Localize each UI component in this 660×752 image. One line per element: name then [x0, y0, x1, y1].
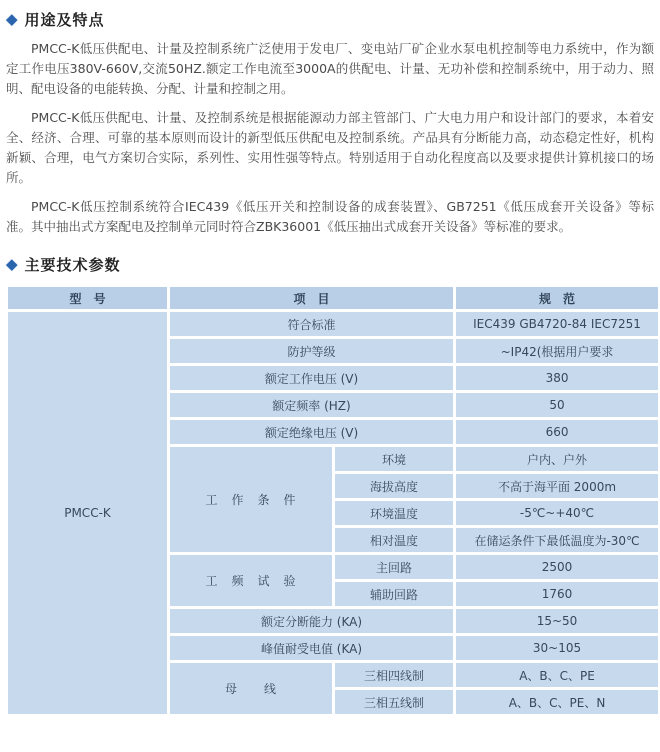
paragraph-usage: PMCC-K低压供配电、计量及控制系统广泛使用于发电厂、变电站厂矿企业水泵电机控制等电力系统中，作为额定工作电压380V-660V,交流50HZ.额定工作电流至3000A的供配电、计量、无功补偿和控制系统中，用于动力、照明、配电设备的电能转换、分配、计量和控制之用。	[6, 41, 654, 96]
spec-cell: 660	[455, 419, 660, 446]
diamond-icon: ◆	[6, 254, 18, 273]
technical-parameters-table	[5, 284, 660, 717]
spec-cell: 在储运条件下最低温度为-30℃	[455, 527, 660, 554]
item-cell: 额定绝缘电压 (V)	[169, 419, 455, 446]
spec-cell: A、B、C、PE、N	[455, 689, 660, 716]
spec-cell: 380	[455, 365, 660, 392]
item-cell: 峰值耐受电值 (KA)	[169, 635, 455, 662]
item-cell: 符合标准	[169, 311, 455, 338]
diamond-icon: ◆	[6, 9, 18, 28]
item-cell: 额定分断能力 (KA)	[169, 608, 455, 635]
spec-cell: 2500	[455, 554, 660, 581]
features-section-title: 用途及特点	[24, 10, 105, 29]
features-section-heading	[6, 8, 656, 30]
spec-cell: 30~105	[455, 635, 660, 662]
table-header-row	[7, 286, 660, 311]
group-label-power-freq-test: 工 频 试 验	[169, 554, 334, 608]
item-cell: 额定工作电压 (V)	[169, 365, 455, 392]
spec-cell: 户内、户外	[455, 446, 660, 473]
parameters-section-title: 主要技术参数	[24, 255, 121, 274]
header-item: 项 目	[169, 286, 455, 311]
group-label-busbar: 母 线	[169, 662, 334, 716]
table-row	[7, 311, 660, 338]
features-paragraphs	[4, 39, 656, 237]
sub-item-cell: 海拔高度	[334, 473, 455, 500]
sub-item-cell: 三相五线制	[334, 689, 455, 716]
spec-cell: ~IP42(根据用户要求	[455, 338, 660, 365]
spec-cell: 50	[455, 392, 660, 419]
sub-item-cell: 环境温度	[334, 500, 455, 527]
spec-cell: 1760	[455, 581, 660, 608]
sub-item-cell: 辅助回路	[334, 581, 455, 608]
paragraph-design: PMCC-K低压供配电、计量、及控制系统是根据能源动力部主管部门、广大电力用户和设计部门的要求，本着安全、经济、合理、可靠的基本原则而设计的新型低压供配电及控制系统。产品具有分断能力高，动态稳定性好，机构新颖、合理，电气方案切合实际，系列性、实用性强等特点。特别适用于自动化程度高以及要求提供计算机接口的场所。	[6, 110, 654, 185]
item-cell: 防护等级	[169, 338, 455, 365]
model-cell: PMCC-K	[7, 311, 169, 716]
spec-cell: 15~50	[455, 608, 660, 635]
spec-cell: IEC439 GB4720-84 IEC7251	[455, 311, 660, 338]
sub-item-cell: 主回路	[334, 554, 455, 581]
header-spec: 规 范	[455, 286, 660, 311]
spec-cell: -5℃~+40℃	[455, 500, 660, 527]
header-model: 型 号	[7, 286, 169, 311]
group-label-working-conditions: 工 作 条 件	[169, 446, 334, 554]
parameters-section-heading	[6, 253, 656, 275]
spec-cell: A、B、C、PE	[455, 662, 660, 689]
paragraph-standards: PMCC-K低压控制系统符合IEC439《低压开关和控制设备的成套装置》、GB7251《低压成套开关设备》等标准。其中抽出式方案配电及控制单元同时符合ZBK36001《低压抽出式成套开关设备》等标准的要求。	[6, 199, 654, 234]
sub-item-cell: 环境	[334, 446, 455, 473]
spec-cell: 不高于海平面 2000m	[455, 473, 660, 500]
sub-item-cell: 三相四线制	[334, 662, 455, 689]
item-cell: 额定频率 (HZ)	[169, 392, 455, 419]
sub-item-cell: 相对温度	[334, 527, 455, 554]
